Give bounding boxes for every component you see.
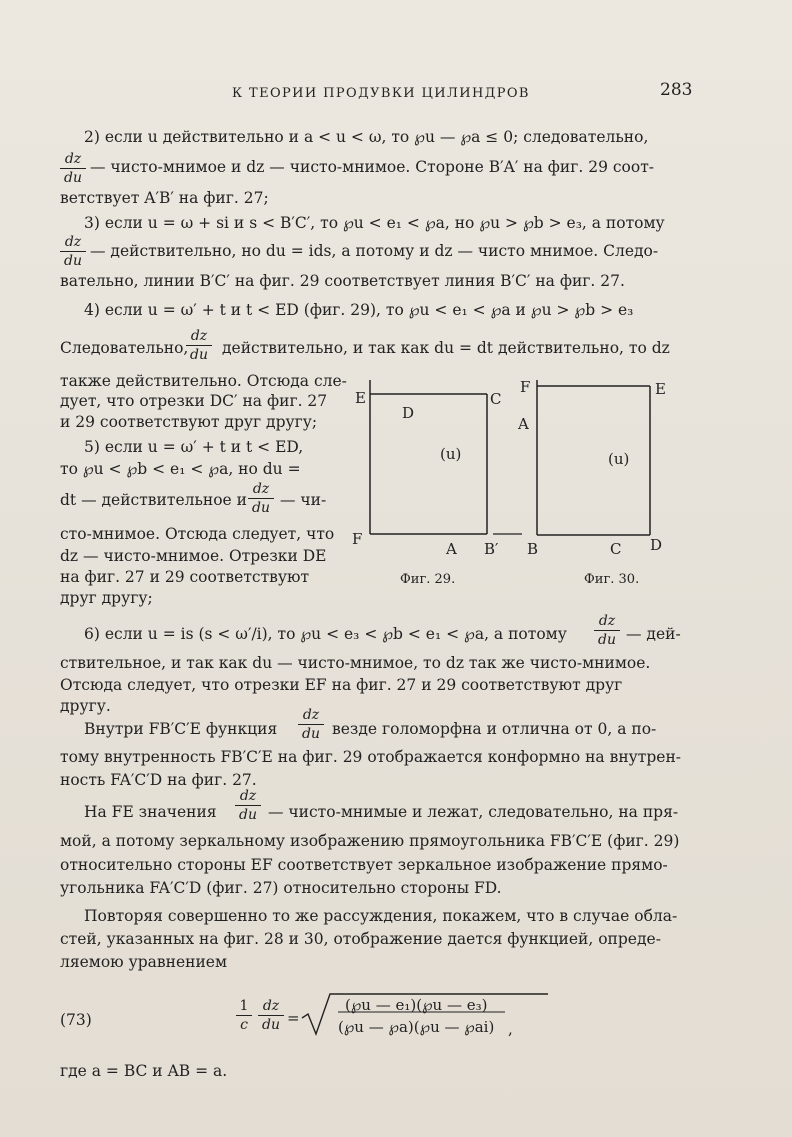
fraction-dz-du: dz du [298,707,324,742]
equation-denominator: (℘u — ℘a)(℘u — ℘ai) [338,1018,495,1036]
text-line: Отсюда следует, что отрезки EF на фиг. 27 и 29 соответствуют друг [60,676,623,694]
text-line: другу. [60,697,111,715]
text-line: мой, а потому зеркальному изображению прямоугольника FB′C′E (фиг. 29) [60,832,680,850]
text-line: 6) если u = is (s < ω′/i), то ℘u < e₃ < ℘b < e₁ < ℘a, а потому [84,625,567,643]
text-line: сто-мнимое. Отсюда следует, что [60,525,335,543]
text-line: друг другу; [60,589,153,607]
text-line: На FE значения [84,803,217,821]
text-line: Внутри FB′C′E функция [84,720,278,738]
fig29-label: B′ [484,540,499,558]
text-line: dz — чисто-мнимое. Отрезки DE [60,547,327,565]
fig29-label: E [355,389,366,407]
text-line: относительно стороны EF соответствует зеркальное изображение прямо- [60,856,668,874]
text-line: 3) если u = ω + si и s < B′C′, то ℘u < e₁ < ℘a, но ℘u > ℘b > e₃, а потому [84,214,665,232]
fig30-label: D [650,536,663,554]
text-line: — действительно, но du = ids, а потому и dz — чисто мнимое. Следо- [90,242,659,260]
figure-30-caption: Фиг. 30. [584,572,640,587]
running-header: К ТЕОРИИ ПРОДУВКИ ЦИЛИНДРОВ [232,86,530,101]
text-line: на фиг. 27 и 29 соответствуют [60,568,310,586]
fig29-label: A [446,540,457,558]
text-line: — чи- [280,491,327,509]
fig29-label: (u) [440,445,462,463]
text-line: и 29 соответствуют друг другу; [60,413,318,431]
equation-numerator: (℘u — e₁)(℘u — e₃) [345,996,488,1014]
text-line: везде голоморфна и отлична от 0, а по- [332,720,657,738]
text-line: — чисто-мнимое и dz — чисто-мнимое. Стороне B′A′ на фиг. 29 соот- [90,158,655,176]
text-line: угольника FA′C′D (фиг. 27) относительно стороны FD. [60,879,502,897]
text-line: — чисто-мнимые и лежат, следовательно, на пря- [268,803,679,821]
fraction-dz-du: dz du [235,788,261,823]
text-line: где a = BC и AB = a. [60,1062,228,1080]
text-line: 4) если u = ω′ + t и t < ED (фиг. 29), то ℘u < e₁ < ℘a и ℘u > ℘b > e₃ [84,301,634,319]
text-line: ность FA′C′D на фиг. 27. [60,771,257,789]
text-line: действительно, и так как du = dt действительно, то dz [222,339,670,357]
fig30-label: B [527,540,539,558]
equation-lhs-deriv: dz du [258,998,284,1033]
text-line: dt — действительное и [60,491,247,509]
text-line: ствительное, и так как du — чисто-мнимое, то dz так же чисто-мнимое. [60,654,651,672]
text-line: ляемою уравнением [60,953,228,971]
fraction-dz-du: dz du [186,328,212,363]
fig30-label: E [655,380,666,398]
equation-lhs-coef: 1 c [236,998,252,1033]
text-line: то ℘u < ℘b < e₁ < ℘a, но du = [60,460,301,478]
page-number: 283 [660,80,693,100]
equation-comma: , [508,1020,513,1038]
fig29-label: C [490,390,502,408]
fraction-dz-du: dz du [594,613,620,648]
fig30-label: F [520,378,531,396]
text-line: стей, указанных на фиг. 28 и 30, отображение дается функцией, опреде- [60,930,661,948]
fraction-dz-du: dz du [60,234,86,269]
text-line: дует, что отрезки DC′ на фиг. 27 [60,392,328,410]
fig30-label: C [610,540,622,558]
fig30-label: A [518,415,529,433]
fig30-label: (u) [608,450,630,468]
equation-number: (73) [60,1011,92,1029]
text-line: Повторяя совершенно то же рассуждения, покажем, что в случае обла- [84,907,678,925]
fig29-label: F [352,530,363,548]
text-line: ветствует A′B′ на фиг. 27; [60,189,269,207]
equation-equals: = [287,1009,300,1027]
figure-29-caption: Фиг. 29. [400,572,456,587]
text-line: 5) если u = ω′ + t и t < ED, [84,438,304,456]
text-line: 2) если u действительно и a < u < ω, то ℘u — ℘a ≤ 0; следовательно, [84,128,649,146]
fraction-dz-du: dz du [248,481,274,516]
text-line: Следовательно, [60,339,189,357]
text-line: — дей- [626,625,681,643]
text-line: тому внутренность FB′C′E на фиг. 29 отображается конформно на внутрен- [60,748,682,766]
figure-30 [525,372,685,558]
fig29-label: D [402,404,415,422]
text-line: также действительно. Отсюда сле- [60,372,347,390]
fraction-dz-du: dz du [60,151,86,186]
text-line: вательно, линии B′C′ на фиг. 29 соответствует линия B′C′ на фиг. 27. [60,272,625,290]
